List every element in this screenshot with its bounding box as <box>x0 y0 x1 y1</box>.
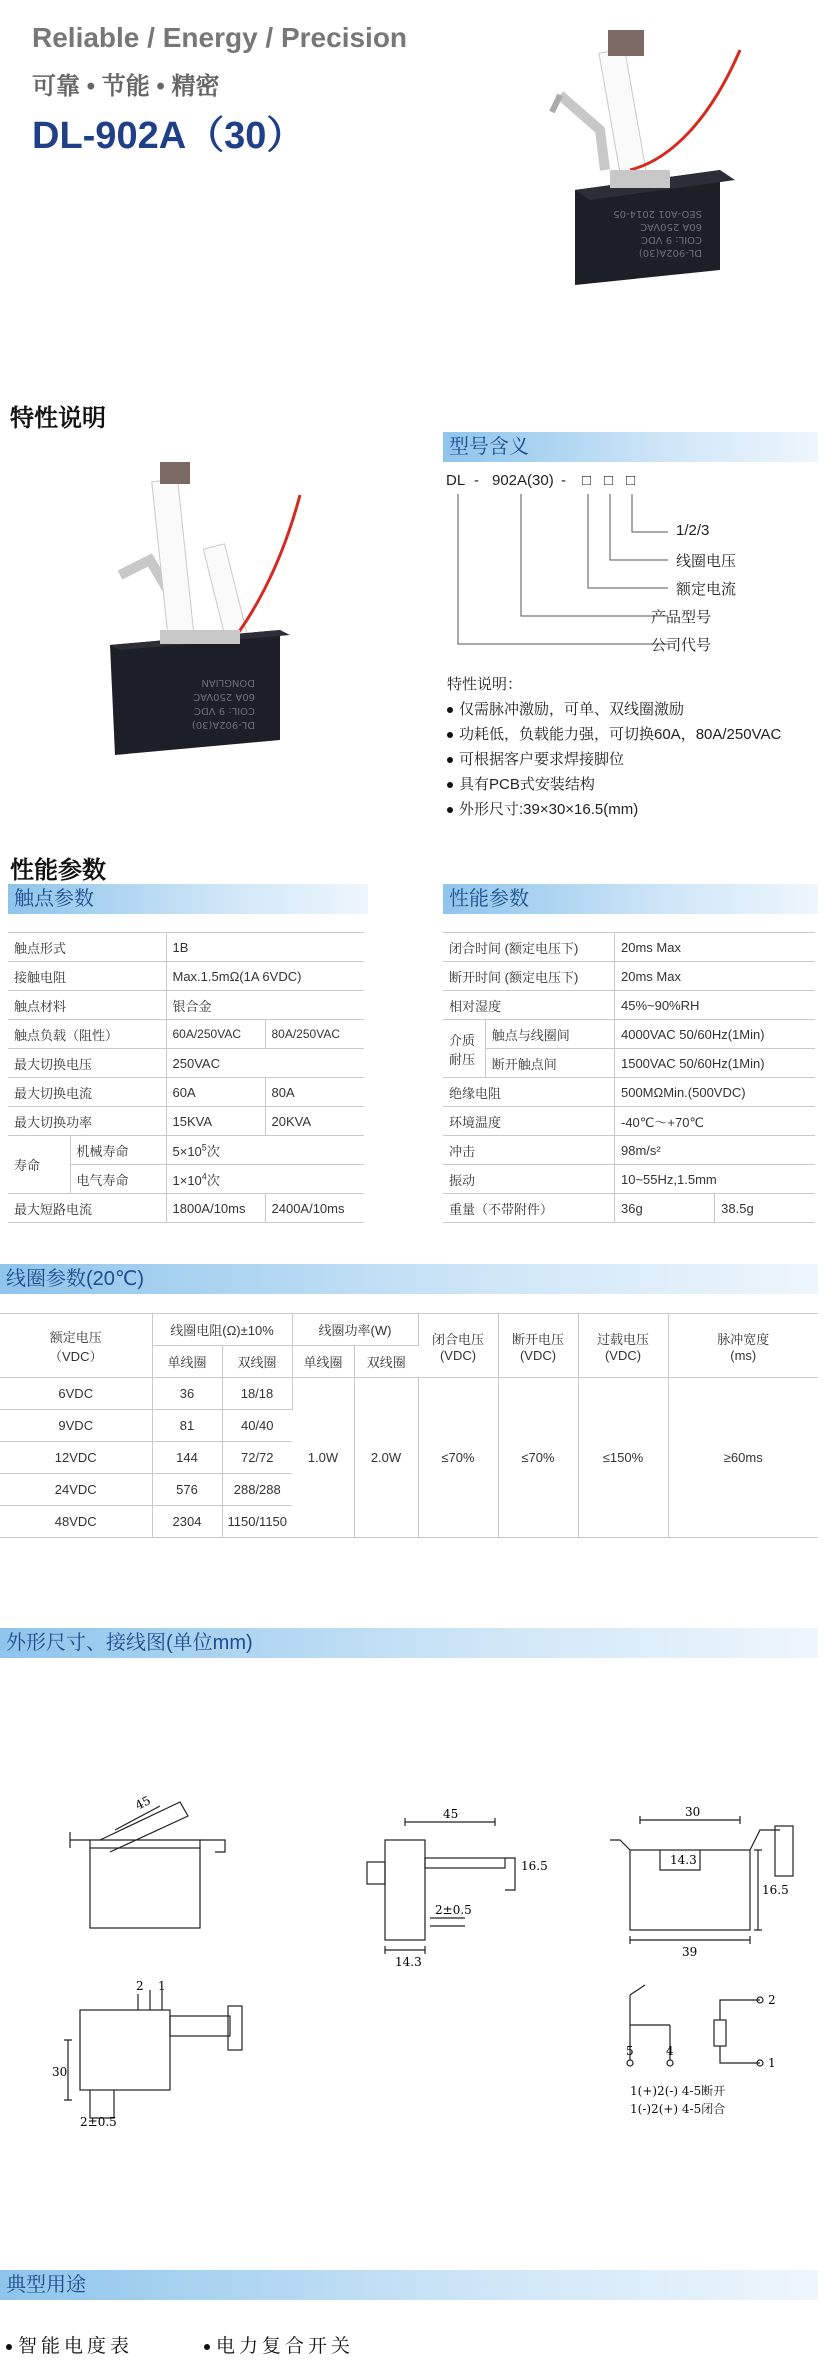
feature-item: 外形尺寸:39×30×16.5(mm) <box>447 797 817 822</box>
dim-front-height: 16.5 <box>762 1883 789 1897</box>
code-label-1: 1/2/3 <box>676 522 710 539</box>
usage-item: 智能电度表 <box>6 2331 133 2358</box>
dimensions-bar: 外形尺寸、接线图(单位mm) <box>0 1628 818 1658</box>
table-row: 触点形式 1B <box>8 933 364 962</box>
performance-heading: 性能参数 <box>10 857 106 884</box>
pulse-value: ≥60ms <box>668 1378 818 1538</box>
code-label-4: 产品型号 <box>651 609 712 626</box>
table-row: 振动 10~55Hz,1.5mm <box>443 1165 815 1194</box>
table-row: 9VDC 81 40/40 <box>0 1410 818 1442</box>
code-part-dl: DL <box>446 472 466 489</box>
hdr-power: 线圈功率(W) <box>292 1314 418 1346</box>
features-list <box>447 672 817 822</box>
table-row: 触点材料 银合金 <box>8 991 364 1020</box>
pin-2-label: 2 <box>136 1979 144 1993</box>
pickup-value: ≤70% <box>418 1378 498 1538</box>
code-leader-lines <box>446 472 806 672</box>
table-row: 介质耐压 触点与线圈间 4000VAC 50/60Hz(1Min) <box>443 1020 815 1049</box>
hdr-release: 断开电压 <box>511 1331 564 1347</box>
table-row: 寿命 机械寿命 $5\times 10^5$次 <box>8 1136 364 1165</box>
dim-bottom-pin: 2±0.5 <box>80 2115 117 2129</box>
relay2-text-model: DL-902A(30) <box>191 719 255 730</box>
overload-value: ≤150% <box>578 1378 668 1538</box>
table-row: 断开触点间 1500VAC 50/60Hz(1Min) <box>443 1049 815 1078</box>
drawing-side-view <box>60 1780 240 1940</box>
drawing-top-view <box>345 1800 548 1969</box>
dim-front-pin: 14.3 <box>670 1853 697 1867</box>
table-row: 最大切换功率 15KVA 20KVA <box>8 1107 364 1136</box>
dim-front-width: 30 <box>685 1805 701 1819</box>
table-row: 相对湿度 45%~90%RH <box>443 991 815 1020</box>
dim-top-height: 16.5 <box>521 1859 548 1873</box>
model-code-diagram <box>446 472 806 672</box>
code-label-5: 公司代号 <box>651 637 712 654</box>
pin-1-label: 1 <box>158 1979 166 1993</box>
drawing-front-view <box>600 1790 800 1960</box>
wiring-schematic <box>600 1975 800 2075</box>
relay-text-rating: 60A 250VAC <box>640 221 702 232</box>
dim-tilt: 45 <box>133 1793 153 1813</box>
wiring-pin-1: 1 <box>768 2056 776 2070</box>
wiring-pin-5: 5 <box>626 2044 634 2058</box>
table-row: 6VDC 36 18/18 1.0W 2.0W ≤70% ≤70% ≤150% ≥60ms <box>0 1378 818 1410</box>
model-meaning-bar: 型号含义 <box>443 432 818 462</box>
coil-params-table: 额定电压 （VDC） 线圈电阻(Ω)±10% 线圈功率(W) 闭合电压 (VDC) 断开电压 (VDC) 过载电压 (VDC) 脉冲宽度 (ms) 单线圈 双线圈 单线圈 双线圈 6VDC 36 18/18 1.0W 2.0W ≤70% ≤70% ≤150% ≥60ms 9VDC 81 40/40 12VDC 144 72/72 24VDC 576 288/288 48VDC 2304 1150/1150 <box>0 1313 818 1538</box>
table-row: 重量（不带附件） 36g 38.5g <box>443 1194 815 1223</box>
power-single: 1.0W <box>292 1378 354 1538</box>
table-row: 冲击 98m/s² <box>443 1136 815 1165</box>
release-value: ≤70% <box>498 1378 578 1538</box>
hdr-pickup: 闭合电压 <box>431 1331 484 1347</box>
dim-bottom-height: 30 <box>52 2065 68 2079</box>
power-double: 2.0W <box>354 1378 418 1538</box>
table-row: 环境温度 -40℃～+70℃ <box>443 1107 815 1136</box>
code-part-dash2: - <box>561 472 566 489</box>
dim-front-length: 39 <box>682 1945 698 1959</box>
wiring-note-2: 1(-)2(+) 4-5闭合 <box>630 2102 726 2116</box>
table-row: 断开时间 (额定电压下) 20ms Max <box>443 962 815 991</box>
tagline-en: Reliable / Energy / Precision <box>32 22 408 53</box>
code-part-model: 902A(30) <box>492 472 554 489</box>
hdr-pulse: 脉冲宽度 <box>717 1331 770 1347</box>
table-row: 12VDC 144 72/72 <box>0 1442 818 1474</box>
relay2-text-rating: 60A 250VAC <box>193 691 255 702</box>
wiring-pin-4: 4 <box>666 2044 674 2058</box>
relay-text-coil: COIL: 9 VDC <box>641 234 702 245</box>
perf-params-table <box>443 932 815 1223</box>
feature-item: 可根据客户要求焊接脚位 <box>447 747 817 772</box>
table-row: 绝缘电阻 500MΩMin.(500VDC) <box>443 1078 815 1107</box>
dim-top-width: 14.3 <box>395 1955 422 1969</box>
dim-top-pin: 2±0.5 <box>435 1903 472 1917</box>
table-row: 触点负载（阻性） 60A/250VAC 80A/250VAC <box>8 1020 364 1049</box>
code-part-box1: □ <box>582 472 592 489</box>
usage-item: 电力复合开关 <box>204 2331 354 2358</box>
coil-params-bar: 线圈参数(20℃) <box>0 1264 818 1294</box>
relay2-text-brand: DONGLIAN <box>201 677 255 688</box>
table-row: 24VDC 576 288/288 <box>0 1474 818 1506</box>
features-heading: 特性说明 <box>10 405 106 432</box>
perf-params-bar: 性能参数 <box>443 884 818 914</box>
relay2-text-coil: COIL: 9 VDC <box>194 705 255 716</box>
feature-item: 仅需脉冲激励，可单、双线圈激励 <box>447 697 817 722</box>
code-part-box2: □ <box>604 472 614 489</box>
relay-photo-hero <box>480 20 750 280</box>
model-title: DL-902A（30） <box>32 115 305 157</box>
feature-item: 功耗低，负载能力强，可切换60A，80A/250VAC <box>447 722 817 747</box>
table-row: 闭合时间 (额定电压下) 20ms Max <box>443 933 815 962</box>
wiring-pin-2: 2 <box>768 1993 776 2007</box>
usage-bar: 典型用途 <box>0 2270 818 2300</box>
table-row: 最大短路电流 1800A/10ms 2400A/10ms <box>8 1194 364 1223</box>
features-list-title: 特性说明： <box>447 676 523 693</box>
table-row: 电气寿命 $1\times 10^4$次 <box>8 1165 364 1194</box>
dim-top-length: 45 <box>443 1807 459 1821</box>
contact-params-bar: 触点参数 <box>8 884 368 914</box>
code-part-box3: □ <box>626 472 636 489</box>
relay-text-code: SEO-A01 2014-05 <box>613 208 702 219</box>
relay-text-model: DL-902A(30) <box>638 247 702 258</box>
relay-photo-features <box>90 450 330 770</box>
hdr-overload: 过载电压 <box>596 1331 649 1347</box>
table-row: 最大切换电压 250VAC <box>8 1049 364 1078</box>
table-row: 最大切换电流 60A 80A <box>8 1078 364 1107</box>
code-label-3: 额定电流 <box>676 581 737 598</box>
code-label-2: 线圈电压 <box>676 553 737 570</box>
hdr-resistance: 线圈电阻(Ω)±10% <box>152 1314 292 1346</box>
table-row: 接触电阻 Max.1.5mΩ(1A 6VDC) <box>8 962 364 991</box>
hdr-rated-voltage: 额定电压 <box>49 1329 102 1345</box>
contact-params-table <box>8 932 364 1223</box>
wiring-note-1: 1(+)2(-) 4-5断开 <box>630 2084 726 2098</box>
table-row: 48VDC 2304 1150/1150 <box>0 1506 818 1538</box>
feature-item: 具有PCB式安装结构 <box>447 772 817 797</box>
drawing-bottom-view <box>40 1980 260 2130</box>
code-part-dash1: - <box>474 472 479 489</box>
tagline-cn: 可靠 • 节能 • 精密 <box>32 73 220 100</box>
